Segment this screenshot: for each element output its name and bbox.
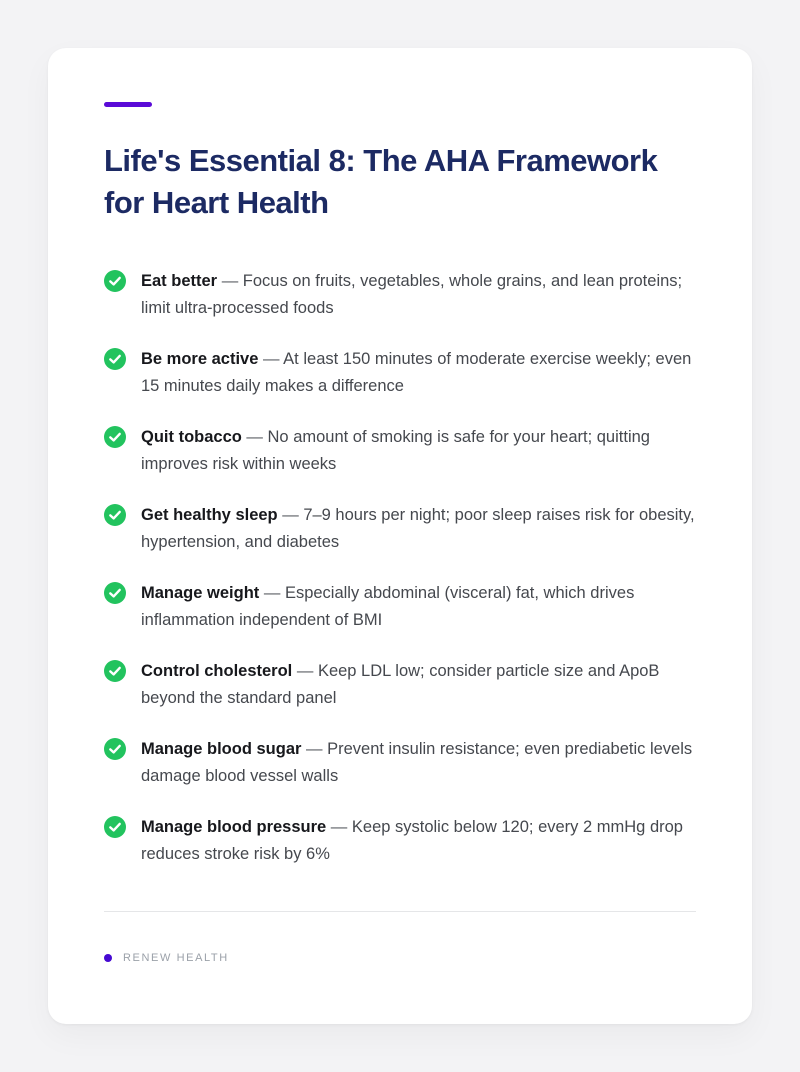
list-item <box>104 424 696 478</box>
item-label: Quit tobacco <box>141 428 242 446</box>
check-circle-icon <box>104 348 126 370</box>
content-card <box>48 48 752 1024</box>
divider <box>104 911 696 912</box>
list-item <box>104 502 696 556</box>
list-item <box>104 346 696 400</box>
list-item <box>104 268 696 322</box>
item-description: 7–9 hours per night; poor sleep raises risk for obesity, hypertension, and diabetes <box>141 506 695 551</box>
accent-bar <box>104 102 152 107</box>
item-separator: — <box>292 662 318 680</box>
item-label: Be more active <box>141 350 259 368</box>
item-text <box>141 580 696 634</box>
item-text <box>141 736 696 790</box>
item-label: Manage weight <box>141 584 260 602</box>
brand-dot-icon <box>104 954 112 962</box>
list-item <box>104 658 696 712</box>
item-text <box>141 502 696 556</box>
item-description: Especially abdominal (visceral) fat, which drives inflammation independent of BMI <box>141 584 635 629</box>
check-circle-icon <box>104 660 126 682</box>
item-separator: — <box>241 428 268 446</box>
check-circle-icon <box>104 426 126 448</box>
item-description: No amount of smoking is safe for your heart; quitting improves risk within weeks <box>141 428 650 473</box>
item-separator: — <box>217 272 243 290</box>
list-item <box>104 736 696 790</box>
check-circle-icon <box>104 738 126 760</box>
check-circle-icon <box>104 504 126 526</box>
item-description: At least 150 minutes of moderate exercise weekly; even 15 minutes daily makes a difference <box>141 350 692 395</box>
item-description: Keep systolic below 120; every 2 mmHg drop reduces stroke risk by 6% <box>141 818 683 863</box>
item-description: Keep LDL low; consider particle size and ApoB beyond the standard panel <box>141 662 660 707</box>
item-text <box>141 814 696 868</box>
item-separator: — <box>277 506 304 524</box>
item-separator: — <box>326 818 352 836</box>
item-text <box>141 424 696 478</box>
item-text <box>141 346 696 400</box>
check-circle-icon <box>104 270 126 292</box>
list-item <box>104 814 696 868</box>
item-label: Control cholesterol <box>141 662 293 680</box>
checklist <box>104 268 696 868</box>
item-separator: — <box>258 350 284 368</box>
item-text <box>141 268 696 322</box>
item-description: Focus on fruits, vegetables, whole grains, and lean proteins; limit ultra-processed foods <box>141 272 683 317</box>
check-circle-icon <box>104 582 126 604</box>
item-separator: — <box>301 740 328 758</box>
item-label: Get healthy sleep <box>141 506 278 524</box>
item-description: Prevent insulin resistance; even prediabetic levels damage blood vessel walls <box>141 740 693 785</box>
brand-name: RENEW HEALTH <box>123 952 229 964</box>
item-label: Manage blood sugar <box>141 740 302 758</box>
item-separator: — <box>259 584 285 602</box>
item-label: Manage blood pressure <box>141 818 327 836</box>
list-item <box>104 580 696 634</box>
item-text <box>141 658 696 712</box>
item-label: Eat better <box>141 272 218 290</box>
footer <box>104 952 696 964</box>
check-circle-icon <box>104 816 126 838</box>
page-title: Life's Essential 8: The AHA Framework for Heart Health <box>104 143 658 220</box>
